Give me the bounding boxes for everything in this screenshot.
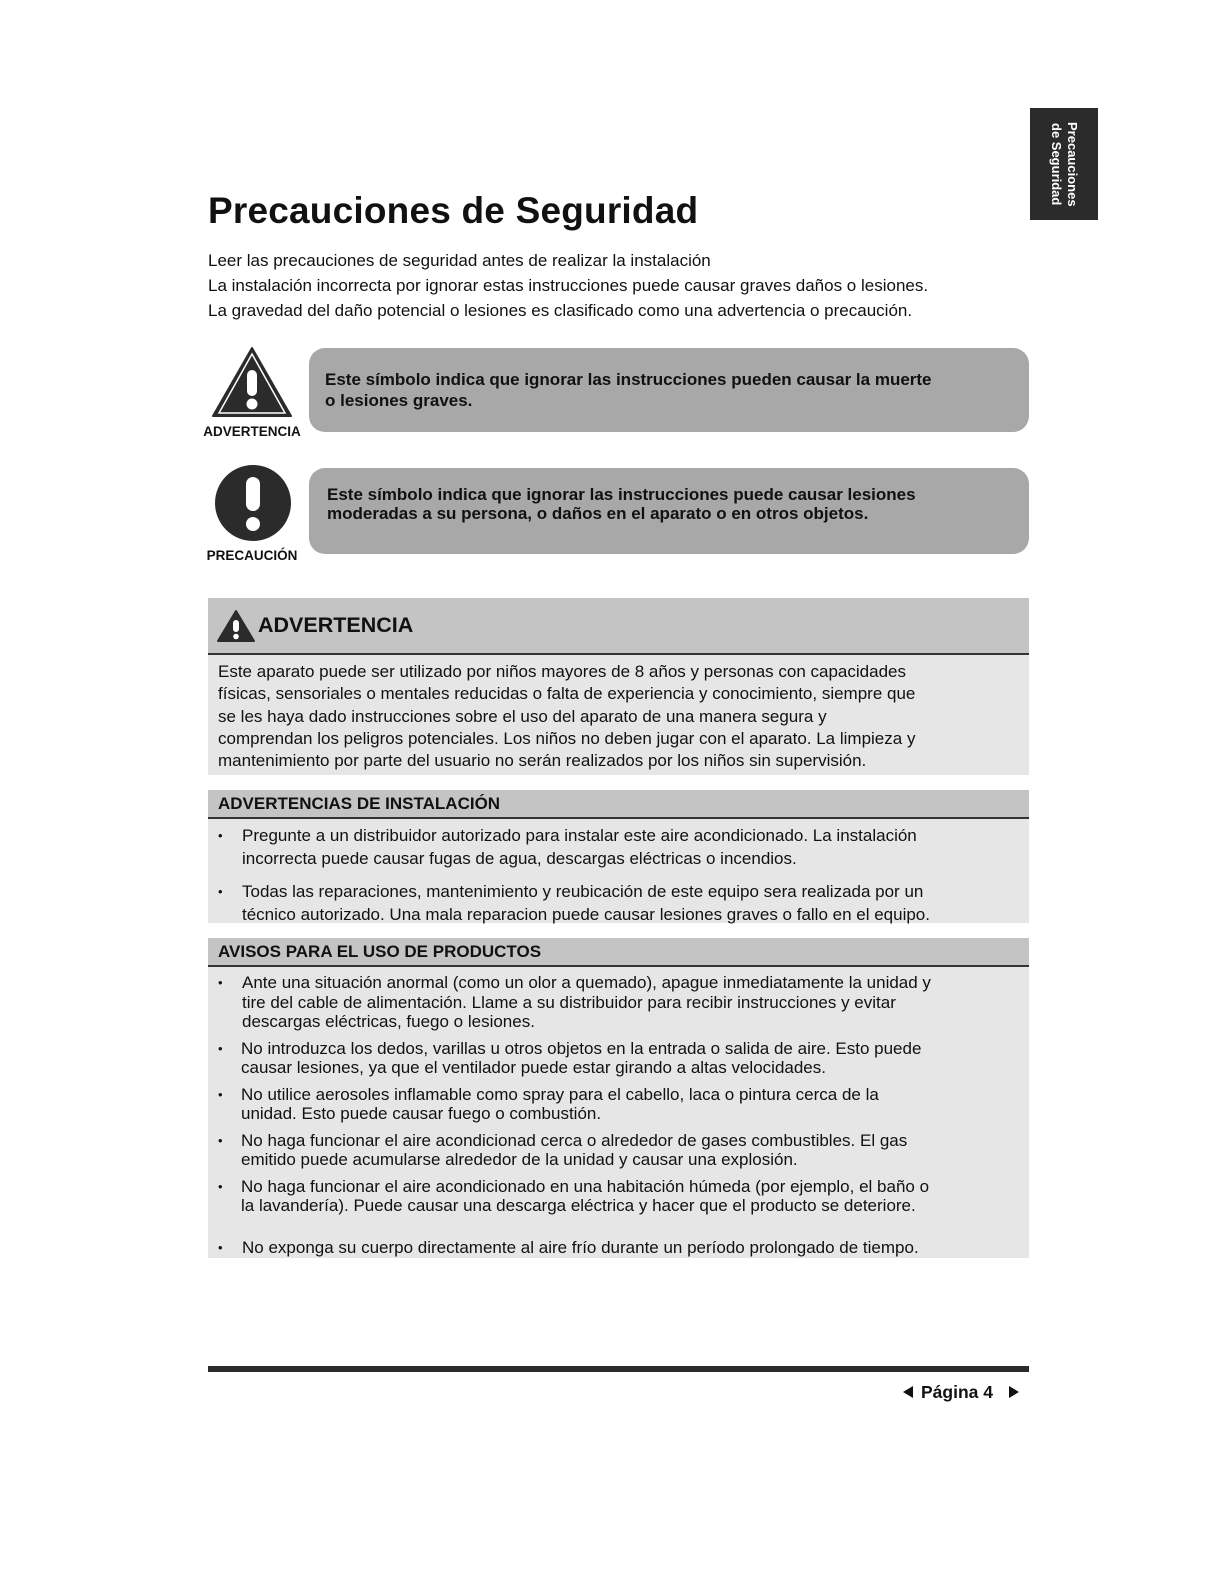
warning-symbol-text-line: o lesiones graves. — [325, 391, 473, 410]
warning-section-title: ADVERTENCIA — [258, 613, 414, 637]
caution-symbol-label: PRECAUCIÓN — [206, 548, 298, 563]
list-item: • No haga funcionar el aire acondicionado en una habitación húmeda (por ejemplo, el baño o la lavandería). Puede causar una descarga eléctrica y hacer que el producto se deteriore. — [208, 1177, 1029, 1216]
usage-list — [208, 967, 1029, 1257]
page-title: Precauciones de Seguridad — [208, 190, 699, 231]
footer-rule — [208, 1366, 1029, 1372]
caution-exclamation-icon — [214, 464, 292, 542]
page-navigation — [903, 1380, 1019, 1404]
list-item: • Ante una situación anormal (como un olor a quemado), apague inmediatamente la unidad y tire del cable de alimentación. Llame a su distribuidor para recibir instrucciones y evitar descargas eléctricas, fuego o lesiones. — [208, 973, 1029, 1032]
list-item: • No haga funcionar el aire acondicionad cerca o alrededor de gases combustibles. El gas emitido puede acumularse alrededor de la unidad y causar una explosión. — [208, 1131, 1029, 1170]
intro-line: La instalación incorrecta por ignorar estas instrucciones puede causar graves daños o lesiones. — [208, 276, 929, 295]
side-tab-line-1: Precauciones — [1065, 121, 1080, 207]
previous-page-arrow-icon[interactable] — [903, 1386, 913, 1398]
warning-symbol-label: ADVERTENCIA — [203, 424, 301, 439]
installation-section — [208, 790, 1029, 923]
warning-section — [208, 598, 1029, 775]
list-item: • Todas las reparaciones, mantenimiento y reubicación de este equipo sera realizada por un técnico autorizado. Una mala reparacion puede causar lesiones graves o fallo en el equipo. — [208, 880, 1029, 926]
warning-symbol-text-line: Este símbolo indica que ignorar las instrucciones pueden causar la muerte — [325, 370, 932, 389]
list-item: • No utilice aerosoles inflamable como spray para el cabello, laca o pintura cerca de la unidad. Esto puede causar fuego o combustión. — [208, 1085, 1029, 1124]
intro-text — [208, 248, 928, 323]
warning-body-line: Este aparato puede ser utilizado por niños mayores de 8 años y personas con capacidades — [218, 662, 906, 681]
page-number-label: Página 4 — [921, 1381, 993, 1402]
usage-section-header: AVISOS PARA EL USO DE PRODUCTOS — [208, 938, 1029, 967]
installation-section-header: ADVERTENCIAS DE INSTALACIÓN — [208, 790, 1029, 819]
warning-triangle-icon — [211, 346, 293, 418]
intro-line: La gravedad del daño potencial o lesiones es clasificado como una advertencia o precaución. — [208, 301, 913, 320]
caution-symbol-text-line: moderadas a su persona, o daños en el aparato o en otros objetos. — [327, 504, 869, 523]
caution-symbol-text-line: Este símbolo indica que ignorar las instrucciones puede causar lesiones — [327, 485, 916, 504]
caution-symbol-description — [309, 468, 1029, 554]
warning-triangle-icon — [216, 609, 256, 643]
section-side-tab — [1030, 108, 1098, 220]
side-tab-line-2: de Seguridad — [1049, 122, 1064, 206]
warning-section-body — [208, 655, 1029, 772]
list-item: • No introduzca los dedos, varillas u otros objetos en la entrada o salida de aire. Esto puede causar lesiones, ya que el ventilador puede estar girando a altas velocidades. — [208, 1039, 1029, 1078]
list-item: • No exponga su cuerpo directamente al aire frío durante un período prolongado de tiempo. — [208, 1238, 1029, 1258]
list-item: • Pregunte a un distribuidor autorizado para instalar este aire acondicionado. La instalación incorrecta puede causar fugas de agua, descargas eléctricas o incendios. — [208, 824, 1029, 870]
next-page-arrow-icon[interactable] — [1009, 1386, 1019, 1398]
intro-line: Leer las precauciones de seguridad antes de realizar la instalación — [208, 251, 711, 270]
warning-body-line: físicas, sensoriales o mentales reducidas o falta de experiencia y conocimiento, siempre que — [218, 684, 916, 704]
warning-symbol-description — [309, 348, 1029, 432]
warning-body-line: mantenimiento por parte del usuario no serán realizados por los niños sin supervisión. — [218, 751, 867, 771]
warning-body-line: comprendan los peligros potenciales. Los niños no deben jugar con el aparato. La limpieza y — [218, 728, 916, 748]
installation-list — [208, 819, 1029, 926]
usage-section — [208, 938, 1029, 1258]
warning-section-header — [208, 598, 1029, 655]
warning-body-line: se les haya dado instrucciones sobre el uso del aparato de una manera segura y — [218, 706, 827, 726]
